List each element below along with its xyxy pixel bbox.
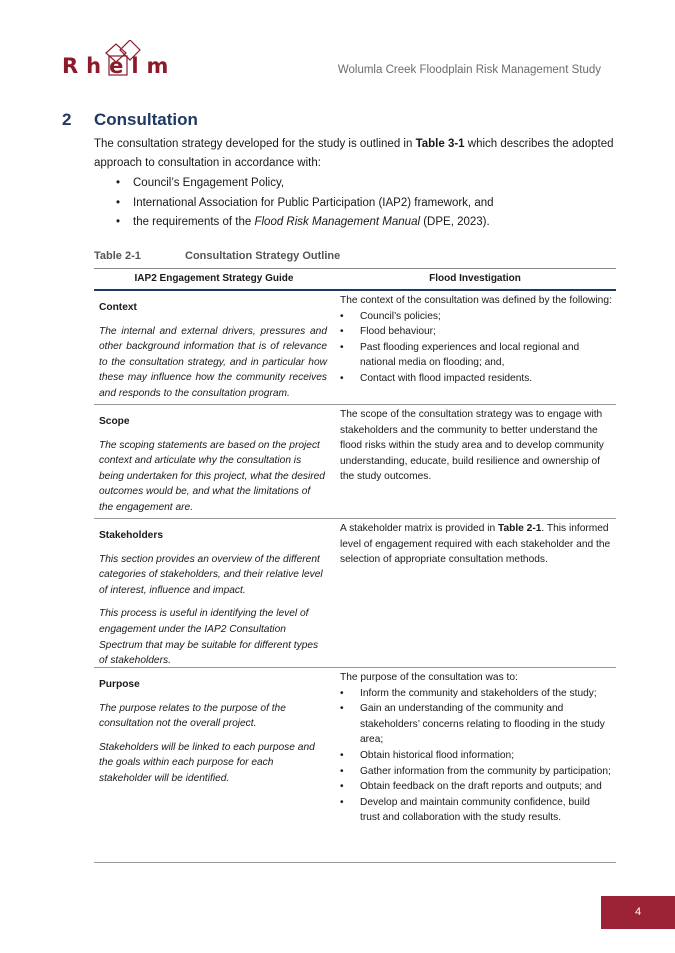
intro-bullet-list <box>116 174 616 233</box>
logo-wordmark: Rhelm <box>62 54 177 78</box>
list-item-text: the requirements of the <box>133 216 255 228</box>
row-description: The scoping statements are based on the project context and articulate why the consultation is being undertaken for this project, what the desired outcomes would be, and what the limitations of the engagement are. <box>99 439 325 513</box>
list-item: • Gather information from the community by participation; <box>340 764 612 780</box>
list-item: • Council’s Engagement Policy, <box>116 174 616 194</box>
manual-title: Flood Risk Management Manual <box>254 216 421 228</box>
intro-paragraph <box>94 135 619 173</box>
section-number: 2 <box>62 110 72 129</box>
section-title: Consultation <box>94 110 198 129</box>
response-list <box>340 686 612 826</box>
list-item: • Obtain historical flood information; <box>340 748 612 764</box>
list-item: • Past flooding experiences and local regional and national media on flooding; and, <box>340 340 612 371</box>
row-description: Stakeholders will be linked to each purpose and the goals within each purpose for each stakeholder will be identified. <box>99 741 315 784</box>
list-item: • Flood behaviour; <box>340 324 612 340</box>
row-label: Scope <box>99 416 130 427</box>
response-cell <box>334 519 616 667</box>
list-item <box>116 213 616 233</box>
table-caption <box>94 250 340 262</box>
column-header: Flood Investigation <box>429 273 521 284</box>
column-header: IAP2 Engagement Strategy Guide <box>134 273 294 284</box>
row-label: Context <box>99 302 137 313</box>
report-title: Wolumla Creek Floodplain Risk Management Study <box>337 64 601 76</box>
guide-cell <box>94 668 334 862</box>
response-cell <box>334 668 616 862</box>
table-row <box>94 405 616 519</box>
intro-text-end: which describes the adopted approach to consultation in accordance with: <box>94 138 614 169</box>
response-text: The context of the consultation was defined by the following: <box>340 295 612 306</box>
section-heading <box>62 110 198 130</box>
table-caption-title: Consultation Strategy Outline <box>185 250 341 262</box>
list-item: • Inform the community and stakeholders of the study; <box>340 686 612 702</box>
row-description: This section provides an overview of the different categories of stakeholders, and their relative level of interest, influence and impact. <box>99 553 323 596</box>
row-description: This process is useful in identifying the level of engagement under the IAP2 Consultation Spectrum that may be suitable for different types of stakeholders. <box>99 608 319 667</box>
page-number: 4 <box>601 896 675 929</box>
row-description: The purpose relates to the purpose of the consultation not the overall project. <box>99 702 286 730</box>
table-caption-number: Table 2-1 <box>94 250 141 262</box>
table-row <box>94 291 616 405</box>
response-text <box>340 521 612 568</box>
list-item-text-end: (DPE, 2023). <box>420 216 490 228</box>
intro-table-ref: Table 3-1 <box>415 138 465 150</box>
response-text-start: A stakeholder matrix is provided in <box>340 523 498 534</box>
list-item: • Contact with flood impacted residents. <box>340 371 612 387</box>
guide-cell <box>94 291 334 404</box>
table-header <box>94 268 616 291</box>
row-label: Purpose <box>99 679 140 690</box>
response-text-end: . This informed level of engagement required with each stakeholder and the selection of appropriate consultation methods. <box>340 523 611 566</box>
intro-text: The consultation strategy developed for the study is outlined in <box>94 138 416 150</box>
list-item: • Council’s policies; <box>340 309 612 325</box>
response-text: The purpose of the consultation was to: <box>340 672 518 683</box>
list-item: • International Association for Public Participation (IAP2) framework, and <box>116 194 616 214</box>
response-cell <box>334 405 616 518</box>
consultation-table <box>94 268 616 863</box>
rhelm-logo <box>62 40 182 82</box>
table-row <box>94 519 616 668</box>
list-item: • Gain an understanding of the community and stakeholders’ concerns relating to flooding in the study area; <box>340 701 612 748</box>
list-item: • Develop and maintain community confidence, build trust and collaboration with the study results. <box>340 795 612 826</box>
list-item: • Obtain feedback on the draft reports and outputs; and <box>340 779 612 795</box>
table-row <box>94 668 616 863</box>
response-list <box>340 309 612 387</box>
row-label: Stakeholders <box>99 530 163 541</box>
row-description: The internal and external drivers, pressures and other background information that is of relevance to the consultation strategy, and in particular how these may influence how the community receives and responds to the consultation program. <box>99 325 327 399</box>
response-text: The scope of the consultation strategy was to engage with stakeholders and the community to better understand the flood risks within the study area and to develop community understanding, educate, build resilience and ownership of the study outcomes. <box>340 409 604 483</box>
response-table-ref: Table 2-1 <box>497 523 542 534</box>
guide-cell <box>94 405 334 518</box>
guide-cell <box>94 519 334 667</box>
response-cell <box>334 291 616 404</box>
